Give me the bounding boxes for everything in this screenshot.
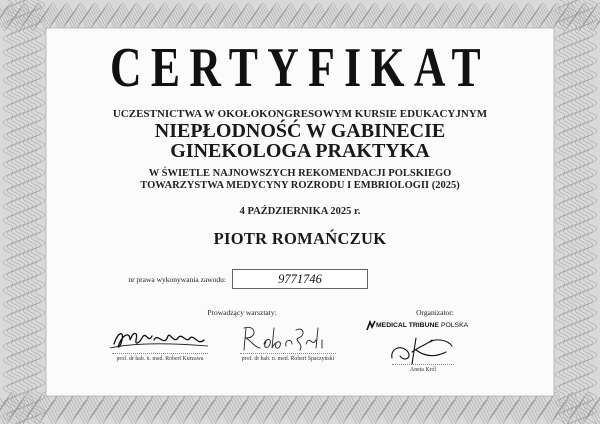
organizer-brand: MEDICAL TRIBUNE	[376, 322, 439, 329]
participation-line: UCZESTNICTWA W OKOŁOKONGRESOWYM KURSIE EDUKACYJNYM	[112, 108, 488, 120]
medical-tribune-logo-icon	[366, 320, 376, 331]
course-title-line1: NIEPŁODNOŚĆ W GABINECIE	[154, 120, 446, 142]
recommendations	[0, 168, 600, 192]
recommendations-line2: TOWARZYSTWA MEDYCYNY ROZRODU I EMBRIOLOGII (2025)	[140, 180, 460, 191]
signature-spaczynski	[238, 322, 330, 356]
license-label: nr prawa wykonywania zawodu:	[128, 275, 226, 284]
organizer-brand-suffix: POLSKA	[440, 322, 469, 329]
signatory-name-1: prof. dr hab. n. med. Robert Kurzawa	[116, 356, 204, 362]
organizer-logo	[376, 322, 468, 329]
signature-line-2	[240, 353, 336, 354]
signature-line-1	[112, 353, 208, 354]
organizer-label: Organizator:	[416, 308, 454, 317]
signature-kurzawa	[108, 322, 212, 356]
event-date: 4 PAŹDZIERNIKA 2025 r.	[239, 206, 361, 217]
participant-name: PIOTR ROMAŃCZUK	[213, 229, 387, 248]
signature-line-3	[392, 364, 454, 365]
course-title-line2: GINEKOLOGA PRAKTYKA	[170, 140, 430, 162]
signatory-name-2: prof. dr hab. n. med. Robert Spaczyński	[241, 356, 335, 362]
signatory-name-3: Aneta Król	[410, 367, 436, 373]
certificate-title: CERTYFIKAT	[109, 37, 491, 99]
workshop-leaders-label: Prowadzący warsztaty:	[207, 308, 277, 317]
signature-krol	[386, 334, 458, 366]
recommendations-line1: W ŚWIETLE NAJNOWSZYCH REKOMENDACJI POLSKIEGO	[148, 168, 452, 179]
course-title	[0, 121, 600, 161]
license-number-field: 9771746	[232, 269, 368, 289]
